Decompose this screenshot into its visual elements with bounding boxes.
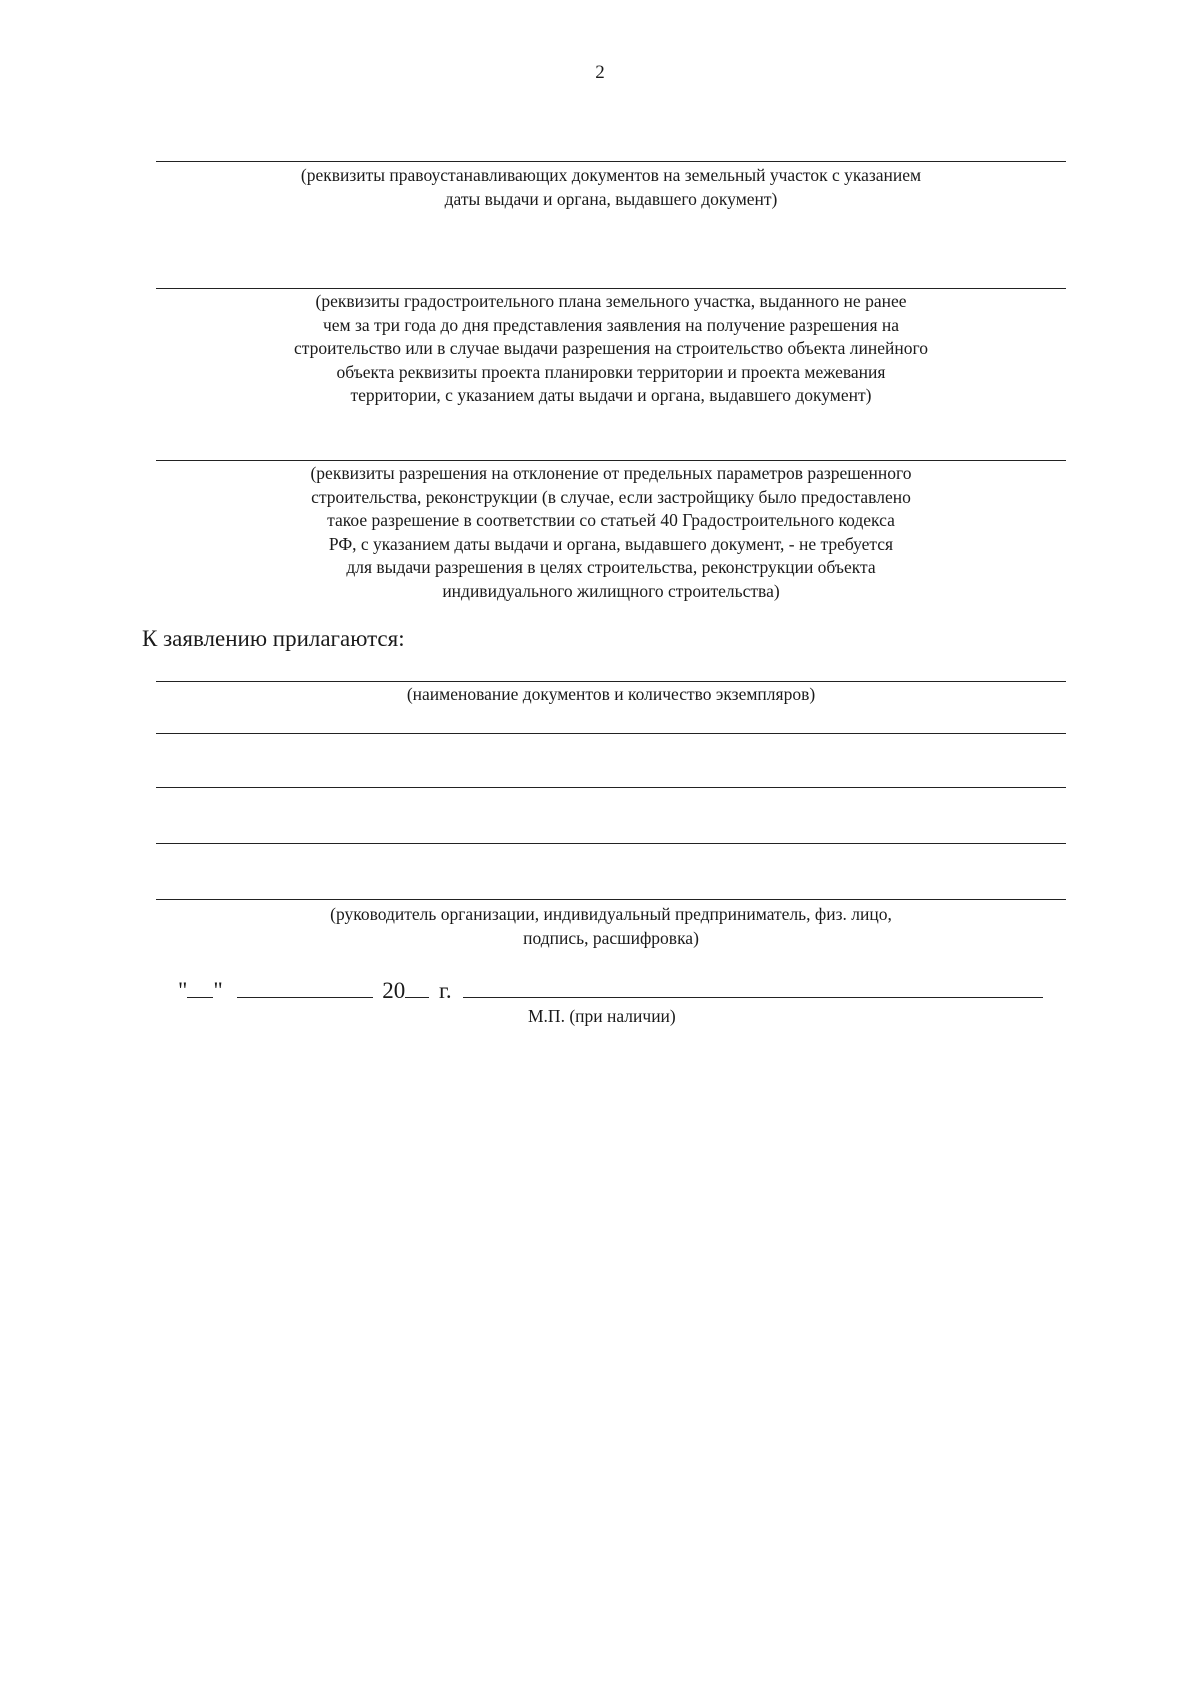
- caption-line: (руководитель организации, индивидуальный предприниматель, физ. лицо,: [330, 904, 892, 924]
- close-quote: ": [213, 978, 223, 1003]
- attachments-extra-line[interactable]: [156, 733, 1066, 734]
- caption-line: строительство или в случае выдачи разрешения на строительство объекта линейного: [294, 338, 928, 358]
- land-documents-caption: [156, 164, 1066, 211]
- deviation-permit-caption: [156, 462, 1066, 603]
- date-row: [178, 978, 1043, 1004]
- caption-line: такое разрешение в соответствии со статьей 40 Градостроительного кодекса: [327, 510, 895, 530]
- caption-line: для выдачи разрешения в целях строительства, реконструкции объекта: [346, 557, 876, 577]
- stamp-caption: М.П. (при наличии): [528, 1006, 676, 1026]
- caption-line: даты выдачи и органа, выдавшего документ): [444, 188, 778, 209]
- signature-field-line[interactable]: [156, 899, 1066, 900]
- year-suffix: г.: [439, 978, 452, 1003]
- caption-line: РФ, с указанием даты выдачи и органа, выдавшего документ, - не требуется: [328, 533, 894, 554]
- attachments-heading: К заявлению прилагаются:: [142, 626, 405, 651]
- caption-line: территории, с указанием даты выдачи и органа, выдавшего документ): [350, 385, 872, 405]
- stamp-field[interactable]: [463, 979, 1043, 998]
- month-field[interactable]: [237, 979, 373, 998]
- open-quote: ": [178, 978, 188, 1003]
- town-plan-field-line[interactable]: [156, 288, 1066, 289]
- attachments-extra-line[interactable]: [156, 843, 1066, 844]
- caption-line: (реквизиты градостроительного плана земельного участка, выданного не ранее: [315, 291, 907, 311]
- day-field[interactable]: [187, 979, 213, 998]
- deviation-permit-field-line[interactable]: [156, 460, 1066, 461]
- caption-line: чем за три года до дня представления заявления на получение разрешения на: [322, 314, 900, 335]
- year-field[interactable]: [405, 979, 429, 998]
- caption-line: (реквизиты правоустанавливающих документов на земельный участок с указанием: [300, 165, 922, 185]
- page-number: 2: [595, 62, 605, 83]
- caption-line: (наименование документов и количество экземпляров): [406, 684, 816, 704]
- signature-caption: [156, 903, 1066, 950]
- caption-line: подпись, расшифровка): [523, 927, 699, 948]
- attachments-field-line[interactable]: [156, 681, 1066, 682]
- caption-line: индивидуального жилищного строительства): [442, 580, 780, 601]
- attachments-caption: [156, 683, 1066, 707]
- attachments-extra-line[interactable]: [156, 787, 1066, 788]
- caption-line: строительства, реконструкции (в случае, если застройщику было предоставлено: [311, 486, 911, 507]
- caption-line: (реквизиты разрешения на отклонение от предельных параметров разрешенного: [310, 463, 912, 483]
- year-prefix: 20: [382, 978, 406, 1003]
- land-documents-field-line[interactable]: [156, 161, 1066, 162]
- town-plan-caption: [156, 290, 1066, 408]
- caption-line: объекта реквизиты проекта планировки территории и проекта межевания: [336, 361, 886, 382]
